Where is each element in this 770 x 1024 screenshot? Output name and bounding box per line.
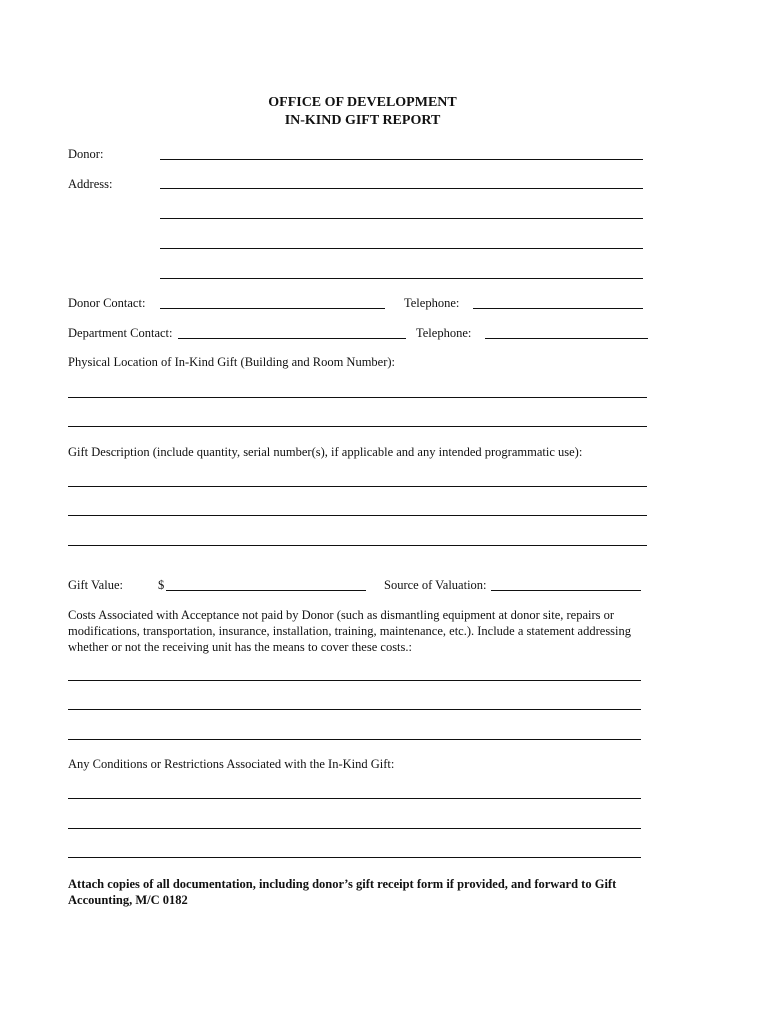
footer-instruction-line-2: Accounting, M/C 0182 (68, 893, 188, 907)
costs-text-line-3: whether or not the receiving unit has the means to cover these costs.: (68, 640, 412, 654)
costs-field-line-1[interactable] (68, 680, 641, 681)
form-title: OFFICE OF DEVELOPMENT (268, 95, 457, 110)
address-field-line-1[interactable] (160, 188, 643, 189)
donor-telephone-field[interactable] (473, 308, 643, 309)
donor-telephone-label: Telephone: (404, 296, 460, 310)
donor-contact-field[interactable] (160, 308, 385, 309)
gift-description-field-line-1[interactable] (68, 486, 647, 487)
address-field-line-4[interactable] (160, 278, 643, 279)
costs-field-line-2[interactable] (68, 709, 641, 710)
gift-description-field-line-3[interactable] (68, 545, 647, 546)
address-label: Address: (68, 177, 113, 191)
physical-location-label: Physical Location of In-Kind Gift (Building and Room Number): (68, 355, 396, 369)
donor-label: Donor: (68, 147, 104, 161)
physical-location-field-line-2[interactable] (68, 426, 647, 427)
conditions-field-line-3[interactable] (68, 857, 641, 858)
conditions-field-line-1[interactable] (68, 798, 641, 799)
source-of-valuation-label: Source of Valuation: (384, 578, 487, 592)
costs-field-line-3[interactable] (68, 739, 641, 740)
physical-location-field-line-1[interactable] (68, 397, 647, 398)
gift-value-field[interactable] (166, 590, 366, 591)
department-contact-field[interactable] (178, 338, 406, 339)
footer-instruction-line-1: Attach copies of all documentation, including donor’s gift receipt form if provided, and forward to Gift (68, 877, 617, 891)
address-field-line-3[interactable] (160, 248, 643, 249)
gift-value-label: Gift Value: (68, 578, 123, 592)
conditions-label: Any Conditions or Restrictions Associated with the In-Kind Gift: (68, 757, 395, 771)
dollar-sign: $ (158, 578, 165, 592)
costs-text-line-1: Costs Associated with Acceptance not paid by Donor (such as dismantling equipment at donor site, repairs or (68, 608, 615, 622)
donor-contact-label: Donor Contact: (68, 296, 146, 310)
department-contact-label: Department Contact: (68, 326, 173, 340)
department-telephone-label: Telephone: (416, 326, 472, 340)
source-of-valuation-field[interactable] (491, 590, 641, 591)
donor-field[interactable] (160, 159, 643, 160)
conditions-field-line-2[interactable] (68, 828, 641, 829)
department-telephone-field[interactable] (485, 338, 648, 339)
gift-description-label: Gift Description (include quantity, serial number(s), if applicable and any intended programmatic use): (68, 445, 583, 459)
costs-text-line-2: modifications, transportation, insurance, installation, training, maintenance, etc.). Include a statement addressing (68, 624, 632, 638)
gift-description-field-line-2[interactable] (68, 515, 647, 516)
address-field-line-2[interactable] (160, 218, 643, 219)
form-subtitle: IN-KIND GIFT REPORT (284, 113, 441, 128)
